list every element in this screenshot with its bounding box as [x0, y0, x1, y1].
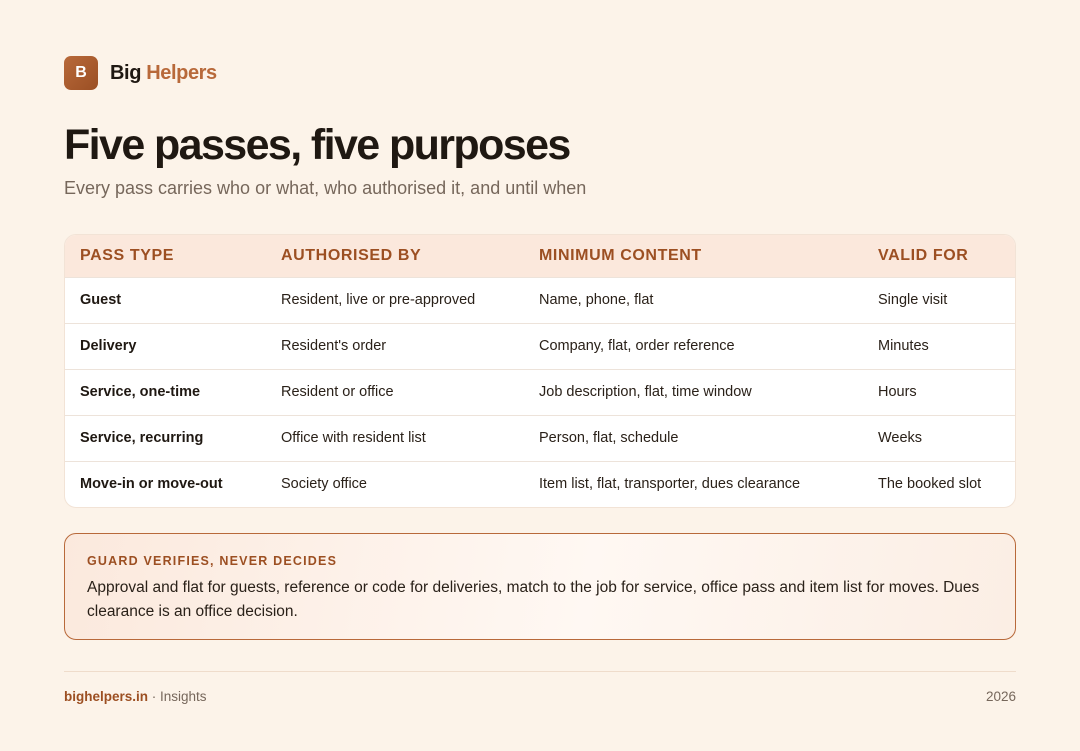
pass-table-card	[64, 234, 1016, 508]
brand-logo	[64, 56, 98, 90]
column-header-authorised-by: AUTHORISED BY	[281, 246, 422, 264]
cell-pass-type: Delivery	[80, 338, 137, 354]
callout-body: Approval and flat for guests, reference or code for deliveries, match to the job for service, office pass and item list for moves. Dues clearance is an office decision.	[87, 579, 980, 620]
page-subtitle: Every pass carries who or what, who authorised it, and until when	[64, 178, 587, 198]
cell-pass-type: Move-in or move-out	[80, 476, 223, 493]
footer-credit	[64, 689, 207, 704]
cell-valid-for: The booked slot	[878, 476, 982, 493]
brand-name	[110, 62, 217, 85]
cell-authorised-by: Society office	[281, 476, 367, 493]
pass-table	[65, 235, 1016, 507]
cell-minimum-content: Name, phone, flat	[539, 292, 654, 308]
table-header-row	[65, 235, 1016, 277]
cell-minimum-content: Item list, flat, transporter, dues clearance	[539, 476, 801, 493]
cell-valid-for: Single visit	[878, 292, 948, 308]
brand-logo-letter: B	[75, 64, 87, 81]
cell-authorised-by: Office with resident list	[281, 430, 426, 446]
footer-separator: ·	[148, 689, 161, 704]
brand-name-part2: Helpers	[146, 61, 217, 84]
table-row	[65, 369, 1016, 415]
cell-valid-for: Minutes	[878, 338, 929, 354]
cell-authorised-by: Resident, live or pre-approved	[281, 292, 476, 308]
callout-note	[64, 533, 1016, 640]
page-title: Five passes, five purposes	[64, 121, 570, 169]
footer-section: Insights	[160, 689, 207, 704]
table-row	[65, 277, 1016, 323]
cell-pass-type: Service, one-time	[80, 384, 201, 400]
cell-minimum-content: Job description, flat, time window	[539, 384, 752, 400]
footer-site-link[interactable]: bighelpers.in	[64, 689, 149, 704]
table-row	[65, 323, 1016, 369]
column-header-pass-type: PASS TYPE	[80, 246, 175, 264]
cell-authorised-by: Resident or office	[281, 384, 394, 400]
column-header-minimum-content: MINIMUM CONTENT	[539, 246, 702, 264]
cell-authorised-by: Resident's order	[281, 338, 387, 354]
cell-minimum-content: Person, flat, schedule	[539, 430, 679, 446]
column-header-valid-for: VALID FOR	[878, 246, 969, 264]
table-row	[65, 461, 1016, 507]
footer-year: 2026	[985, 689, 1016, 704]
cell-minimum-content: Company, flat, order reference	[539, 338, 735, 354]
callout-heading: GUARD VERIFIES, NEVER DECIDES	[87, 554, 338, 568]
cell-valid-for: Weeks	[878, 430, 923, 446]
footer-divider	[64, 671, 1016, 672]
cell-pass-type: Guest	[80, 292, 122, 308]
cell-valid-for: Hours	[878, 384, 917, 400]
brand-name-part1: Big	[110, 61, 142, 84]
brand[interactable]	[64, 56, 217, 90]
table-row	[65, 415, 1016, 461]
cell-pass-type: Service, recurring	[80, 430, 204, 446]
